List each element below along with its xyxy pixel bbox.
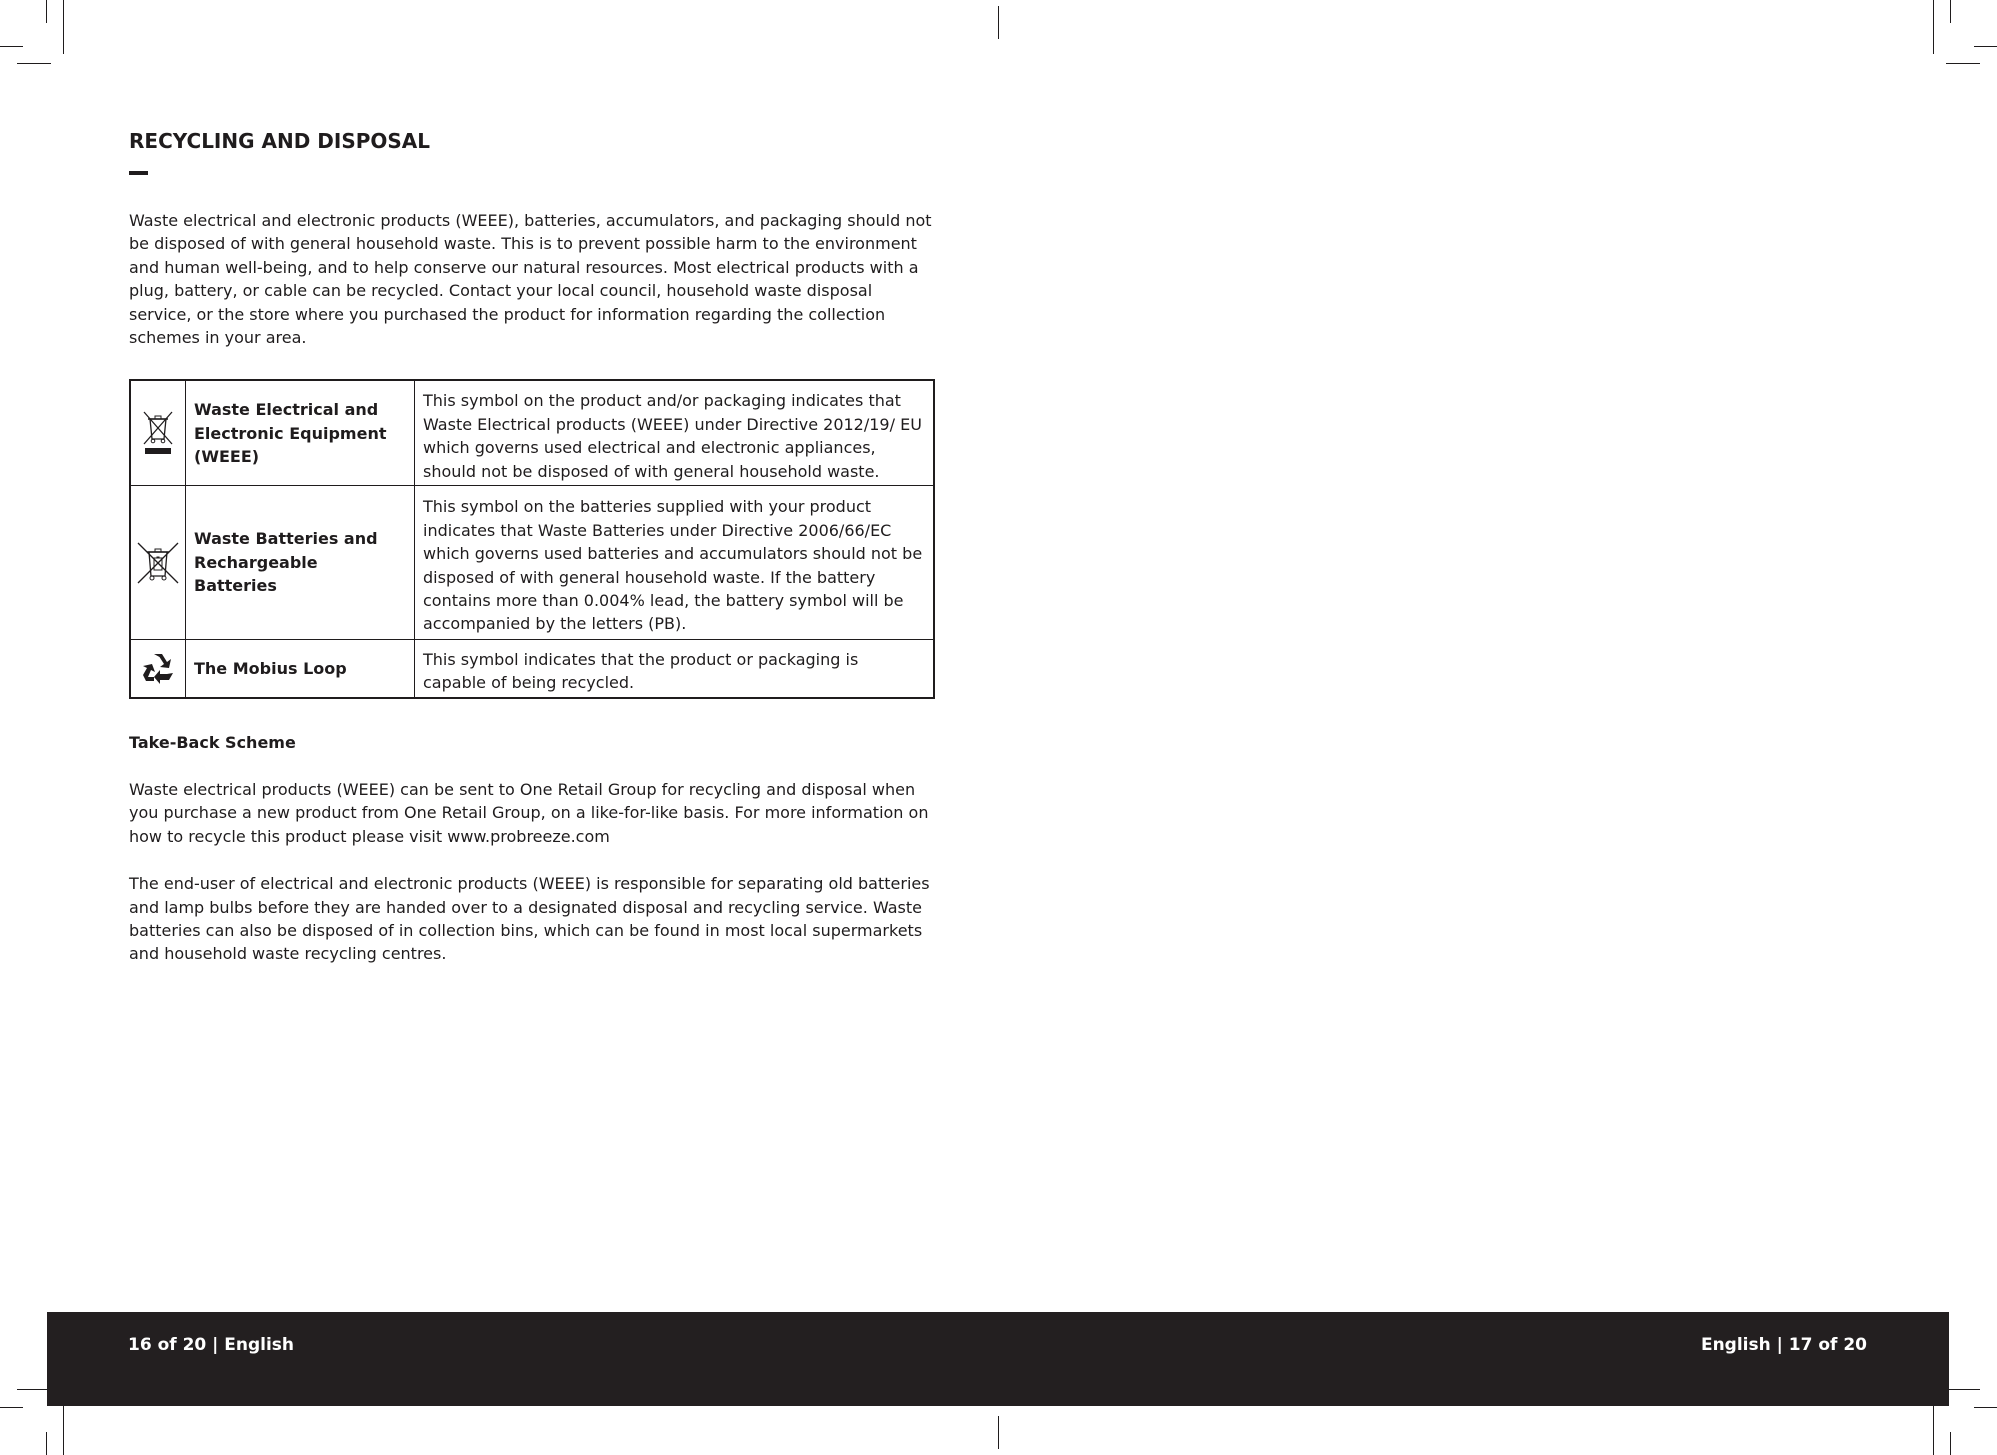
mobius-name-line: The Mobius Loop — [194, 658, 347, 678]
crossed-out-wheelie-bin-bar-icon — [142, 410, 174, 456]
battery-description: This symbol on the batteries supplied with your product indicates that Waste Batteries under Directive 2006/66/EC which governs used batteries and accumulators should not be disposed of with general household waste. If the battery contains more than 0.004% lead, the battery symbol will be accompanied by the letters (PB). — [415, 486, 935, 640]
crop-mark — [17, 1389, 51, 1390]
battery-name-line: Waste Batteries and — [194, 529, 378, 549]
battery-name-cell — [186, 486, 415, 640]
crop-mark — [1933, 0, 1934, 54]
table-row — [130, 640, 934, 698]
left-page — [129, 128, 937, 982]
weee-icon-cell — [130, 380, 186, 485]
crop-mark — [1950, 1432, 1951, 1455]
crop-mark — [0, 1407, 23, 1408]
mobius-name-cell — [186, 640, 415, 698]
intro-paragraph: Waste electrical and electronic products (WEEE), batteries, accumulators, and packaging should not be disposed of with general household waste. This is to prevent possible harm to the environment and human well-being, and to help conserve our natural resources. Most electrical products with a plug, battery, or cable can be recycled. Contact your local council, household waste disposal service, or the store where you purchased the product for information regarding the collection schemes in your area. — [129, 211, 932, 348]
crop-mark — [17, 63, 51, 64]
footer-page-number-right: English | 17 of 20 — [1700, 1335, 1867, 1355]
battery-name-line: Rechargeable Batteries — [194, 552, 318, 596]
battery-icon-cell — [130, 486, 186, 640]
crop-mark — [63, 1401, 64, 1455]
weee-name-cell — [186, 380, 415, 485]
weee-name-line: Waste Electrical and — [194, 400, 379, 420]
weee-name-line: (WEEE) — [194, 446, 260, 466]
crossed-out-battery-bin-icon — [136, 541, 180, 585]
take-back-heading: Take-Back Scheme — [129, 732, 296, 752]
crop-mark — [63, 0, 64, 54]
weee-description: This symbol on the product and/or packaging indicates that Waste Electrical products (WEEE) under Directive 2012/19/ EU which governs used electrical and electronic appliances, should not be disposed of with general household waste. — [415, 380, 935, 485]
crop-mark — [1974, 1407, 1997, 1408]
footer-bar — [47, 1312, 1949, 1406]
crop-mark — [1950, 0, 1951, 23]
weee-name-line: Electronic Equipment — [194, 423, 387, 443]
end-user-paragraph: The end-user of electrical and electronic products (WEEE) is responsible for separating old batteries and lamp bulbs before they are handed over to a designated disposal and recycling service. Waste batteries can also be disposed of in collection bins, which can be found in most local supermarkets and household waste recycling centres. — [129, 874, 930, 964]
crop-mark — [998, 1416, 999, 1449]
take-back-paragraph: Waste electrical products (WEEE) can be sent to One Retail Group for recycling and disposal when you purchase a new product from One Retail Group, on a like-for-like basis. For more information on how to recycle this product please visit www.probreeze.com — [129, 779, 929, 846]
table-row — [130, 486, 934, 640]
crop-mark — [1974, 46, 1997, 47]
crop-mark — [1946, 63, 1980, 64]
crop-mark — [0, 46, 23, 47]
table-row — [130, 380, 934, 485]
footer-page-number-left: 16 of 20 | English — [128, 1335, 295, 1355]
crop-mark — [46, 0, 47, 23]
symbols-table — [129, 379, 935, 698]
crop-mark — [1946, 1389, 1980, 1390]
title-underline-dash — [129, 171, 148, 175]
crop-mark — [1933, 1401, 1934, 1455]
crop-mark — [998, 6, 999, 39]
section-title: RECYCLING AND DISPOSAL — [129, 129, 431, 153]
crop-mark — [46, 1432, 47, 1455]
mobius-icon-cell — [130, 640, 186, 698]
mobius-description: This symbol indicates that the product or packaging is capable of being recycled. — [415, 640, 935, 698]
mobius-loop-recycle-icon — [140, 651, 176, 685]
